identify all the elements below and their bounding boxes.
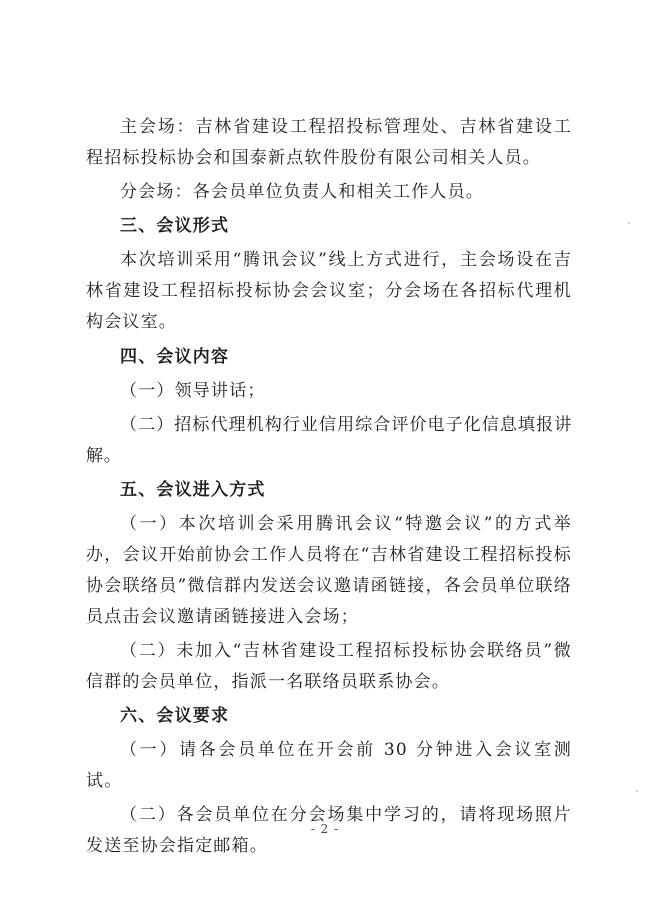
scan-speck — [636, 790, 638, 792]
section-6-item-2: （二）各会员单位在分会场集中学习的，请将现场照片发送至协会指定邮箱。 — [86, 805, 572, 856]
scan-speck — [628, 222, 630, 224]
section-5-item-1: （一）本次培训会采用腾讯会议“特邀会议”的方式举办，会议开始前协会工作人员将在“吉林省建设工程招标投标协会联络员”微信群内发送会议邀请函链接，各会员单位联络员点击会议邀请函链接进入会场； — [86, 514, 572, 627]
section-6-heading: 六、会议要求 — [120, 706, 230, 726]
document-body — [86, 112, 572, 862]
page-number: - 2 - — [310, 822, 340, 836]
section-5-item-2: （二）未加入“吉林省建设工程招标投标协会联络员”微信群的会员单位，指派一名联络员联系协会。 — [86, 641, 572, 692]
section-6-item-1: （一）请各会员单位在开会前 30 分钟进入会议室测试。 — [86, 740, 572, 791]
section-4-heading: 四、会议内容 — [120, 347, 230, 367]
section-3-paragraph: 本次培训采用“腾讯会议”线上方式进行，主会场设在吉林省建设工程招标投标协会会议室；分会场在各招标代理机构会议室。 — [86, 250, 572, 332]
section-5-heading: 五、会议进入方式 — [120, 480, 266, 500]
section-4-item-2: （二）招标代理机构行业信用综合评价电子化信息填报讲解。 — [86, 415, 572, 466]
main-venue-paragraph: 主会场：吉林省建设工程招投标管理处、吉林省建设工程招标投标协会和国泰新点软件股份有限公司相关人员。 — [86, 117, 572, 168]
section-4-item-1: （一）领导讲话； — [120, 381, 266, 401]
section-3-heading: 三、会议形式 — [120, 216, 230, 236]
branch-venue-paragraph: 分会场：各会员单位负责人和相关工作人员。 — [120, 182, 484, 202]
